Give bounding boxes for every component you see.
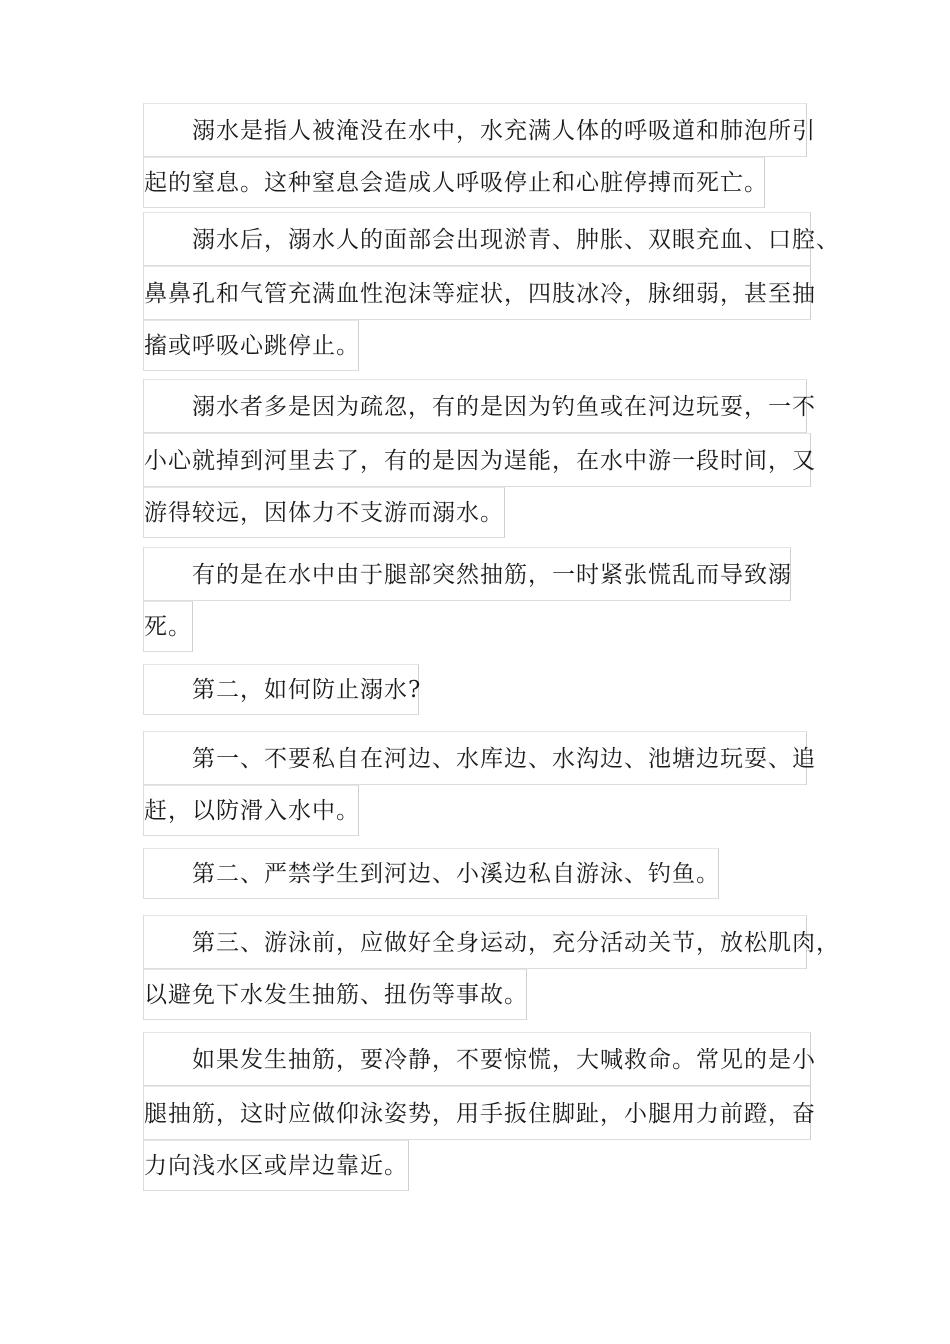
text-line: 第二，如何防止溺水? [143, 664, 419, 715]
text-line: 以避免下水发生抽筋、扭伤等事故。 [143, 969, 527, 1020]
text-line: 第三、游泳前，应做好全身运动，充分活动关节，放松肌肉， [143, 915, 807, 969]
text-line: 第一、不要私自在河边、水库边、水沟边、池塘边玩耍、追 [143, 731, 807, 785]
text-line: 小心就掉到河里去了，有的是因为逞能，在水中游一段时间，又 [143, 433, 811, 487]
text-line: 如果发生抽筋，要冷静，不要惊慌，大喊救命。常见的是小 [143, 1032, 811, 1086]
paragraph-rule-three [143, 915, 840, 1020]
paragraph-rule-one [143, 731, 816, 836]
text-line: 死。 [143, 601, 193, 652]
paragraph-cramps [143, 547, 813, 652]
section-heading [143, 664, 813, 715]
paragraph-definition [143, 103, 816, 208]
text-line: 溺水者多是因为疏忽，有的是因为钓鱼或在河边玩耍，一不 [143, 379, 807, 433]
text-line: 鼻鼻孔和气管充满血性泡沫等症状，四肢冰冷，脉细弱，甚至抽 [143, 266, 811, 320]
text-line: 有的是在水中由于腿部突然抽筋，一时紧张慌乱而导致溺 [143, 547, 791, 601]
text-line: 腿抽筋，这时应做仰泳姿势，用手扳住脚趾，小腿用力前蹬，奋 [143, 1086, 811, 1140]
text-line: 力向浅水区或岸边靠近。 [143, 1140, 409, 1191]
paragraph-causes [143, 379, 816, 538]
text-line: 搐或呼吸心跳停止。 [143, 320, 359, 371]
text-line: 赶，以防滑入水中。 [143, 785, 359, 836]
text-line: 溺水后，溺水人的面部会出现淤青、肿胀、双眼充血、口腔、 [143, 212, 811, 266]
text-line: 游得较远，因体力不支游而溺水。 [143, 487, 505, 538]
paragraph-symptoms [143, 212, 840, 371]
text-line: 第二、严禁学生到河边、小溪边私自游泳、钓鱼。 [143, 848, 719, 899]
text-line: 起的窒息。这种窒息会造成人呼吸停止和心脏停搏而死亡。 [143, 157, 765, 208]
text-line: 溺水是指人被淹没在水中，水充满人体的呼吸道和肺泡所引 [143, 103, 807, 157]
paragraph-cramp-response [143, 1032, 816, 1191]
paragraph-rule-two [143, 848, 813, 899]
